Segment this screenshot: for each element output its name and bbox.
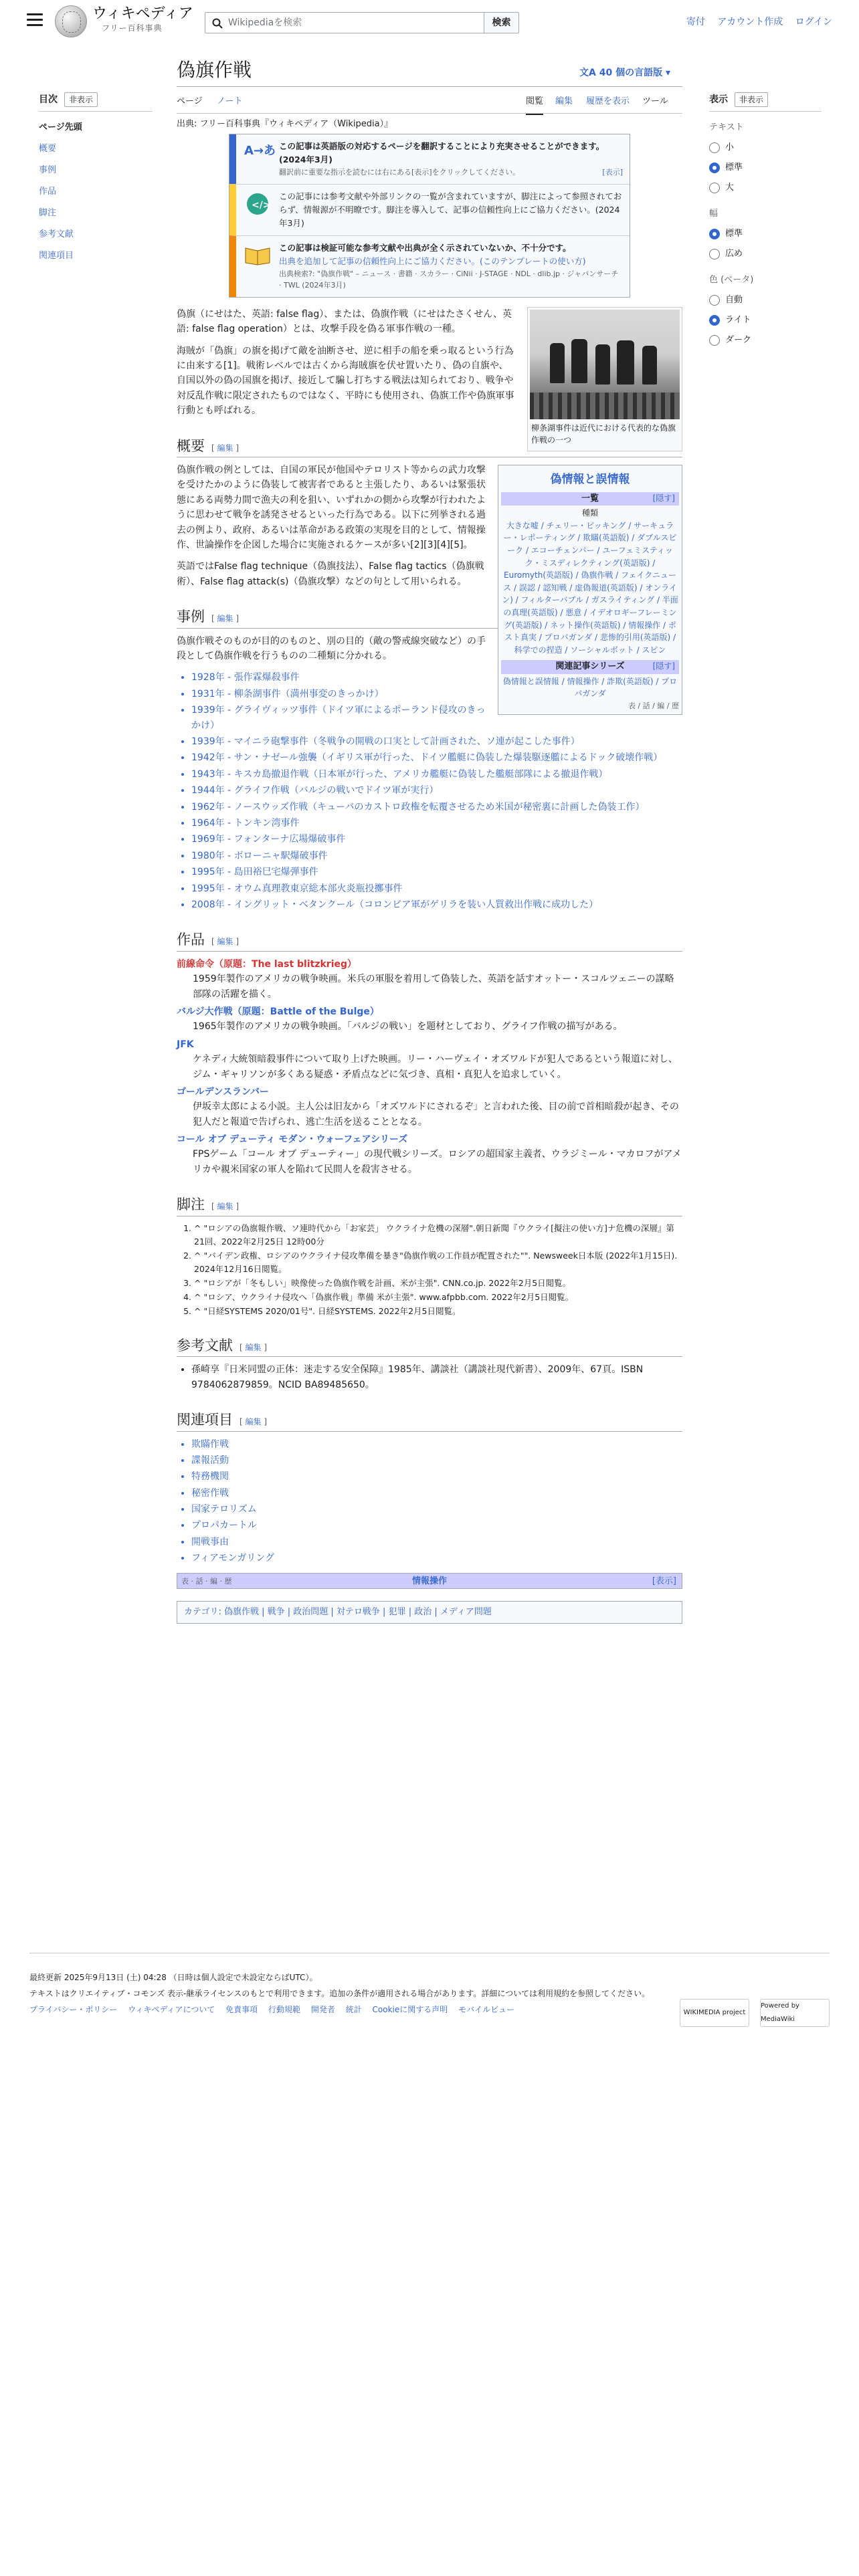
tab-talk[interactable]: ノート <box>217 96 243 106</box>
svg-text:</>: </> <box>252 199 271 211</box>
list-item[interactable]: • 特務機関 <box>191 1469 682 1484</box>
wikipedia-globe-logo[interactable] <box>55 5 87 37</box>
list-item[interactable]: • 諜報活動 <box>191 1453 682 1468</box>
last-modified: 最終更新 2025年9月13日 (土) 04:28 （日時は個人設定で未設定ならばUTC）。 <box>29 1973 318 1982</box>
work-title[interactable]: 前線命令（原題：The last blitzkrieg） <box>177 958 357 970</box>
edit-link-notes[interactable]: 編集 <box>217 1202 233 1212</box>
notes-list <box>194 1222 682 1318</box>
navbox-vte[interactable]: 表 / 話 / 編 / 歴 <box>628 701 679 710</box>
section-works-heading: 作品 [ 編集 ] <box>177 930 682 952</box>
edit-link-related[interactable]: 編集 <box>245 1417 262 1427</box>
list-item[interactable]: • 1969年 - フォンターナ広場爆破事件 <box>191 832 682 847</box>
navbox-hide-button-2[interactable]: [隠す] <box>652 661 675 671</box>
toc-hide-button[interactable]: 非表示 <box>64 92 98 107</box>
footer-link[interactable]: モバイルビュー <box>458 2005 515 2014</box>
navfoot-title[interactable]: 情報操作 <box>411 1576 447 1586</box>
tab-edit[interactable]: 編集 <box>555 96 573 106</box>
toc-title: 目次 <box>39 94 58 105</box>
page-title: 偽旗作戦 <box>177 59 252 81</box>
navbox-title[interactable]: 偽情報と誤情報 <box>550 472 630 486</box>
maintenance-boxes <box>229 134 630 298</box>
ambox-sources-sub[interactable]: 出典を追加して記事の信頼性向上にご協力ください。(このテンプレートの使い方) <box>279 255 586 266</box>
list-item[interactable]: 2. ^ "バイデン政権、ロシアのウクライナ侵攻準備を暴き"偽旗作戦の工作員が配置された"". Newsweek日本版 (2022年1月15日). 2024年12月16日閲覧。 <box>194 1249 682 1276</box>
overview-paragraph-2: 英語ではFalse flag technique（偽旗技法）、False flag tactics（偽旗戦術）、False flag attack(s)（偽旗攻撃）などの句として用いられる。 <box>177 561 484 587</box>
color-label: 色 (ベータ) <box>709 274 754 285</box>
list-item[interactable]: • 1939年 - グライヴィッツ事件（ドイツ軍によるポーランド侵攻のきっかけ） <box>191 703 682 733</box>
work-description: ケネディ大統領暗殺事件について取り上げた映画。リー・ハーヴェイ・オズワルドが犯人であるという報道に対し、ジム・ギャリソンが多くある疑惑・矛盾点などに気づき、真相・真犯人を追求していく。 <box>193 1054 678 1080</box>
section-related-heading: 関連項目 [ 編集 ] <box>177 1410 682 1432</box>
work-description: 1965年製作のアメリカの戦争映画。「バルジの戦い」を題材としており、グライフ作戦の描写がある。 <box>193 1021 623 1033</box>
text-size-standard[interactable]: 標準 <box>709 158 822 178</box>
list-item[interactable]: 1. ^ "ロシアの偽旗報作戦、ソ連時代から「お家芸」 ウクライナ危機の深層".朝日新聞『ウクライ[擬注の使い方]ナ危機の深層』第21回、2022年2月25日 12時00分 <box>194 1222 682 1249</box>
ambox-footnotes-text: この記事には参考文献や外部リンクの一覧が含まれていますが、脚注によって参照されておらず、情報源が不明瞭です。脚注を導入して、記事の信頼性向上にご協力ください。(2024年3月) <box>279 191 622 228</box>
donate-link[interactable]: 寄付 <box>686 17 705 27</box>
list-item[interactable]: • 孫崎享『日米同盟の正体：迷走する安全保障』1985年、講談社（講談社現代新書）、2009年、67頁。ISBN 9784062879859。NCID BA89485650。 <box>191 1362 682 1392</box>
toc-item-notes[interactable]: 脚注 <box>39 208 57 219</box>
user-links <box>677 15 832 29</box>
ambox-translate-text: この記事は英語版の対応するページを翻訳することにより充実させることができます。(2024年3月) <box>279 141 605 165</box>
footer-link[interactable]: ウィキペディアについて <box>128 2005 215 2014</box>
tab-page[interactable]: ページ <box>177 96 203 106</box>
list-item[interactable]: • 1995年 - オウム真理教東京総本部火炎瓶投擲事件 <box>191 881 682 896</box>
translate-icon <box>243 140 276 179</box>
svg-text:A→あ: A→あ <box>244 144 276 158</box>
section-references-heading: 参考文献 [ 編集 ] <box>177 1335 682 1358</box>
list-item[interactable]: • 1995年 - 島田裕巳宅爆弾事件 <box>191 865 682 879</box>
list-item[interactable]: • 1942年 - サン・ナゼール強襲（イギリス軍が行った、ドイツ艦艇に偽装した爆装駆逐艦によるドック破壊作戦） <box>191 750 682 765</box>
navfoot-show-button[interactable]: [表示] <box>652 1576 676 1586</box>
toc-item-top[interactable]: ページ先頭 <box>39 122 82 133</box>
mukden-incident-photo[interactable] <box>530 310 680 419</box>
list-item[interactable]: • 1928年 - 張作霖爆殺事件 <box>191 670 682 685</box>
list-item[interactable]: 3. ^ "ロシアが「冬もしい」映像使った偽旗作戦を計画、米が主張". CNN.co.jp. 2022年2月5日閲覧。 <box>194 1277 682 1290</box>
color-dark[interactable]: ダーク <box>709 330 822 350</box>
license-text: テキストはクリエイティブ・コモンズ 表示-継承ライセンスのもとで利用できます。追加の条件が適用される場合があります。詳細については利用規約を参照してください。 <box>29 1989 650 1998</box>
ambox-source-search[interactable]: 出典検索?: "偽旗作戦" – ニュース · 書籍 · スカラー · CiNii · J-STAGE · NDL · dlib.jp · ジャパンサーチ · TWL (2024年3月) <box>279 269 619 290</box>
ambox-sources <box>229 235 630 297</box>
ambox-sources-text: この記事は検証可能な参考文献や出典が全く示されていないか、不十分です。 <box>279 242 571 253</box>
wordmark[interactable] <box>92 5 193 33</box>
overview-paragraph-1: 偽旗作戦の例としては、自国の軍民が他国やテロリスト等からの武力攻撃を受けたかのように偽装して被害者であると主張したり、あるいは緊張状態にある両勢力間で漁夫の利を狙い、いずれかの側から攻撃が行われたように思わせて戦争を誘発させるといった行為である。以下に列挙される過去の例より、政府、あるいは革命がある政策の実現を目的として、情報操作、世論操作を企図した場合に実施されるケースが多い[2][3][4][5]。 <box>177 465 486 550</box>
site-header <box>0 0 859 44</box>
search-placeholder: Wikipediaを検索 <box>228 17 302 28</box>
appearance-hide-button[interactable]: 非表示 <box>735 92 768 107</box>
list-item[interactable]: • 1939年 - マイニラ砲撃事件（冬戦争の開戦の口実として計画された、ソ連が起こした事件） <box>191 734 682 749</box>
appearance-panel <box>709 92 822 350</box>
lead-figure <box>527 307 682 451</box>
navbox-series-header: [隠す] 関連記事シリーズ <box>501 660 679 673</box>
category-box <box>177 1601 682 1624</box>
book-icon <box>243 241 272 292</box>
tab-read[interactable]: 閲覧 <box>526 95 543 115</box>
toc-item-cases[interactable]: 事例 <box>39 165 57 176</box>
from-line: 出典: フリー百科事典『ウィキペディア（Wikipedia）』 <box>177 119 393 129</box>
intro-paragraph-2: 海賊が「偽旗」の旗を掲げて敵を油断させ、逆に相手の船を乗っ取るという行為に由来する[1]。戦術レベルでは古くから海賊旗を伏せ置いたり、偽の自旗や、自国以外の偽の国旗を掲げ、接近して騙し打ちする戦法は知られており、戦争や対反乱作戦に限定されたものではなく、平時にも使用され、偽旗工作や偽旗軍事行動とも呼ばれる。 <box>177 345 514 417</box>
footer-link[interactable]: プライバシー・ポリシー <box>29 2005 118 2014</box>
list-item[interactable]: • 欺瞞作戦 <box>191 1437 682 1452</box>
figure-caption: 柳条湖事件は近代における代表的な偽旗作戦の一つ <box>531 423 676 445</box>
tab-tools[interactable]: ツール <box>642 96 668 106</box>
toc-item-related[interactable]: 関連項目 <box>39 251 74 261</box>
list-item[interactable]: • 2008年 - イングリット・ベタンクール（コロンビア軍がゲリラを装い人質救出作戦に成功した） <box>191 897 682 912</box>
main-menu-icon[interactable] <box>27 13 43 27</box>
article <box>177 58 682 1624</box>
table-of-contents <box>39 92 153 267</box>
list-item[interactable]: • 1944年 - グライフ作戦（バルジの戦いでドイツ軍が実行） <box>191 783 682 798</box>
toc-item-overview[interactable]: 概要 <box>39 144 57 154</box>
tagline: フリー百科事典 <box>102 23 163 33</box>
ambox-show-button[interactable]: [表示] <box>602 168 623 177</box>
edit-link-works[interactable]: 編集 <box>217 937 233 947</box>
wikimedia-badge[interactable]: WIKIMEDIA project <box>680 1999 749 2027</box>
list-item[interactable]: 4. ^ "ロシア、ウクライナ侵攻へ「偽旗作戦」準備 米が主張". www.afpbb.com. 2022年2月5日閲覧。 <box>194 1291 682 1304</box>
intro-paragraph-1: 偽旗（にせはた、英語: false flag）、または、偽旗作戦（にせはたさくせん、英語: false flag operation）とは、攻撃手段を偽る軍事作戦の一種。 <box>177 308 512 335</box>
language-icon: 文A <box>579 68 599 78</box>
work-description: FPSゲーム「コール オブ デューティー」の現代戦シリーズ。ロシアの超国家主義者、ウラジミール・マカロフがアメリカや親米国家の軍人を陥れて民間人を殺害させる。 <box>193 1149 682 1175</box>
list-item[interactable]: • 1962年 - ノースウッズ作戦（キューバのカストロ政権を転覆させるため米国が秘密裏に計画した偽装工作） <box>191 800 682 815</box>
info-ops-navbox <box>177 1573 682 1589</box>
edit-link-cases[interactable]: 編集 <box>217 614 233 624</box>
ambox-translate-sub: 翻訳前に重要な指示を読むには右にある[表示]をクリックしてください。 <box>279 168 520 177</box>
section-notes-heading: 脚注 [ 編集 ] <box>177 1194 682 1216</box>
search-icon <box>212 18 223 29</box>
edit-link-references[interactable]: 編集 <box>245 1342 262 1352</box>
navbox-hide-button[interactable]: [隠す] <box>652 494 675 504</box>
list-item[interactable]: • フィアモンガリング <box>191 1551 682 1566</box>
work-title[interactable]: ゴールデンスランバー <box>177 1086 270 1097</box>
mediawiki-badge[interactable]: Powered by MediaWiki <box>760 1999 830 2027</box>
work-title[interactable]: コール オブ デューティ モダン・ウォーフェアシリーズ <box>177 1134 408 1146</box>
list-item[interactable]: • 1931年 - 柳条湖事件（満州事変のきっかけ） <box>191 687 682 702</box>
color-light[interactable]: ライト <box>709 310 822 330</box>
ambox-footnotes <box>229 184 630 235</box>
tab-history[interactable]: 履歴を表示 <box>586 96 630 106</box>
login-link[interactable]: ログイン <box>795 17 832 27</box>
section-overview-heading: 概要 [ 編集 ] <box>177 436 682 458</box>
list-item[interactable]: • 1980年 - ボローニャ駅爆破事件 <box>191 849 682 863</box>
create-account-link[interactable]: アカウント作成 <box>717 17 783 27</box>
disinformation-navbox <box>498 465 682 715</box>
text-size-label: テキスト <box>709 122 744 133</box>
footer-link[interactable]: Cookieに関する声明 <box>372 2005 448 2014</box>
category-links[interactable]: カテゴリ: 偽旗作戦 | 戦争 | 政治問題 | 対テロ戦争 | 犯罪 | 政治 | メディア問題 <box>184 1606 492 1617</box>
list-item[interactable]: • プロパカートル <box>191 1518 682 1533</box>
work-description: 伊坂幸太郎による小説。主人公は旧友から「オズワルドにされるぞ」と言われた後、目の前で首相暗殺が起き、その犯人だと報道で告げられ、逃亡生活を送ることとなる。 <box>193 1101 679 1128</box>
works-list <box>177 957 682 1177</box>
navfoot-vte[interactable]: 表 · 話 · 編 · 歴 <box>181 1576 232 1586</box>
navbox-sub-heading: 種類 <box>581 508 598 518</box>
navbox-list-header: [隠す] 一覧 <box>501 492 679 506</box>
list-item[interactable]: • 国家テロリズム <box>191 1502 682 1517</box>
cases-intro: 偽旗作戦そのものが目的のものと、別の目的（敵の警戒線突破など）の手段として偽旗作戦を行うものの二種類に分かれる。 <box>177 635 486 662</box>
toc-item-references[interactable]: 参考文献 <box>39 229 74 240</box>
wordmark-text: ウィキペディア <box>92 5 193 22</box>
list-item[interactable]: • 開戦事由 <box>191 1535 682 1549</box>
width-wide[interactable]: 広め <box>709 244 822 264</box>
language-button[interactable]: 文A 40 個の言語版 ▾ <box>579 68 670 78</box>
toc-item-works[interactable]: 作品 <box>39 187 57 197</box>
page-footer <box>29 1953 830 2023</box>
list-item[interactable]: 5. ^ "日経SYSTEMS 2020/01号". 日経SYSTEMS. 2022年2月5日閲覧。 <box>194 1305 682 1318</box>
related-list <box>191 1437 682 1566</box>
list-item[interactable]: • 秘密作戦 <box>191 1486 682 1501</box>
work-description: 1959年製作のアメリカの戦争映画。米兵の軍服を着用して偽装した、英語を話すオットー・スコルツェニーの謀略部隊の活躍を描く。 <box>193 974 674 1000</box>
footer-link[interactable]: 開発者 <box>310 2005 335 2014</box>
edit-link-overview[interactable]: 編集 <box>217 443 233 453</box>
footer-link[interactable]: 統計 <box>345 2005 362 2014</box>
work-title[interactable]: バルジ大作戦（原題：Battle of the Bulge） <box>177 1006 379 1017</box>
list-item[interactable]: • 1964年 - トンキン湾事件 <box>191 816 682 831</box>
navbox-types-list[interactable]: 大きな嘘 / チェリー・ピッキング / サーキュラー・レポーティング / 欺瞞(英語版) / ダブルスピーク / エコーチェンバー / ユーフェミスティック・ミスディレクティング(英語版) / Euromyth(英語版) / 偽旗作戦 / フェイクニュース / 誤認 / 認知戦 / 虚偽報道(英語版) / オンライン) / フィルターバブル / ガスライティング / 半面の真理(英語版) / 悪意 / イデオロギーフレーミング(英語版) / ネット操作(英語版) / 情報操作 / ポスト真実 / プロパガンダ / 悲惨的引用(英語版) / 科学での捏造 / ソーシャルボット / スピン <box>502 520 678 655</box>
search-form <box>205 12 519 33</box>
link-icon <box>243 190 272 230</box>
ambox-translate <box>229 134 630 184</box>
footer-link[interactable]: 免責事項 <box>225 2005 258 2014</box>
section-cases-heading: 事例 [ 編集 ] <box>177 607 682 629</box>
search-input[interactable] <box>205 12 484 33</box>
page-tabs <box>177 87 682 114</box>
appearance-title: 表示 <box>709 94 728 105</box>
color-auto[interactable]: 自動 <box>709 290 822 310</box>
footer-link[interactable]: 行動規範 <box>268 2005 301 2014</box>
navbox-series-list[interactable]: 偽情報と誤情報 / 情報操作 / 詐欺(英語版) / プロパガンダ <box>502 676 678 699</box>
width-label: 幅 <box>709 209 719 219</box>
references-list <box>191 1362 682 1392</box>
width-standard[interactable]: 標準 <box>709 224 822 244</box>
list-item[interactable]: • 1943年 - キスカ島撤退作戦（日本軍が行った、アメリカ艦艇に偽装した艦艇部隊による撤退作戦） <box>191 767 682 782</box>
text-size-large[interactable]: 大 <box>709 178 822 198</box>
search-button[interactable]: 検索 <box>484 12 519 33</box>
text-size-small[interactable]: 小 <box>709 138 822 158</box>
work-title[interactable]: JFK <box>177 1039 194 1050</box>
